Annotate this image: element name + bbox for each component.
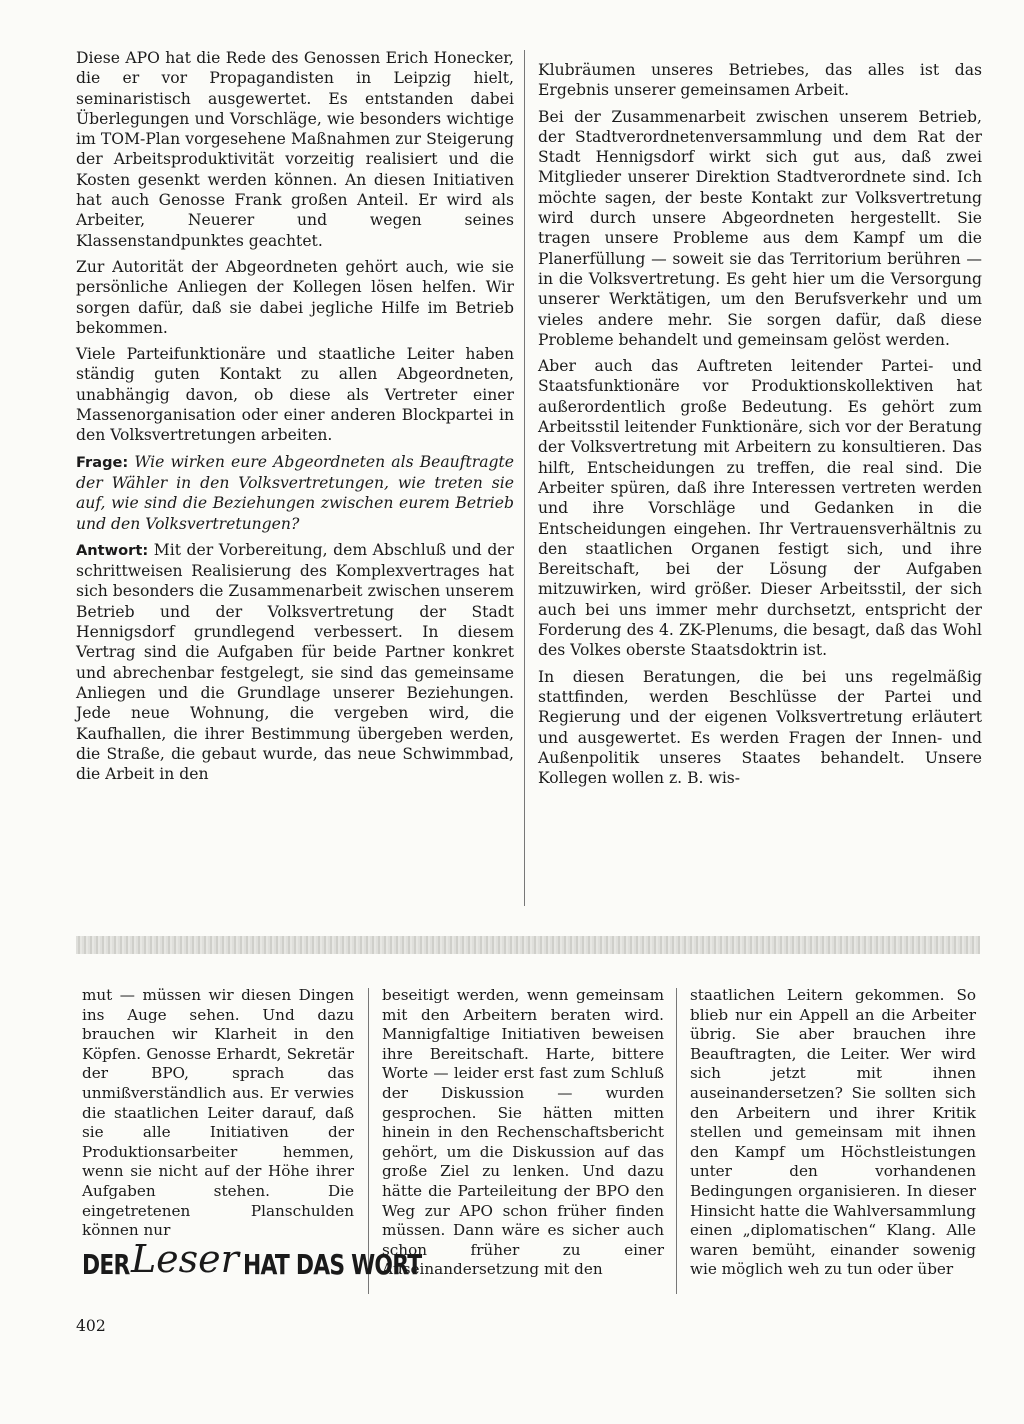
paragraph: Viele Parteifunktionäre und staatliche Leiter haben ständig guten Kontakt zu allen Abgeordneten, unabhängig davon, ob diese als Vertreter einer Massenorganisation oder einer anderen Blockpartei in den Volksvertretungen arbeiten. [76, 345, 514, 445]
question-paragraph [76, 452, 514, 534]
logo-word-hat-das-wort: HAT DAS WORT [242, 1247, 422, 1281]
question-text: Wie wirken eure Abgeordneten als Beauftragte der Wähler in den Volksvertretungen, wie treten sie auf, wie sind die Beziehungen zwischen eurem Betrieb und den Volksvertretungen? [76, 452, 514, 533]
logo-word-der: DER [82, 1247, 130, 1281]
paragraph: mut — müssen wir diesen Dingen ins Auge sehen. Und dazu brauchen wir Klarheit in den Köpfen. Genosse Erhardt, Sekretär der BPO, sprach das unmißverständlich aus. Er verwies die staatlichen Leiter darauf, daß sie alle Initiativen der Produktionsarbeiter hemmen, wenn sie nicht auf der Höhe ihrer Aufgaben stehen. Die eingetretenen Planschulden können nur [82, 986, 354, 1240]
page-number: 402 [76, 1317, 106, 1335]
paragraph: Diese APO hat die Rede des Genossen Erich Honecker, die er vor Propagandisten in Leipzig hielt, seminaristisch ausgewertet. Es entstanden dabei Überlegungen und Vorschläge, wie besonders wichtige im TOM-Plan vorgesehene Maßnahmen zur Steigerung der Arbeitsproduktivität vorzeitig realisiert und die Kosten gesenkt werden können. An diesen Initiativen hat auch Genosse Frank großen Anteil. Er wird als Arbeiter, Neuerer und wegen seines Klassenstandpunktes geachtet. [76, 49, 514, 250]
answer-paragraph [76, 540, 514, 785]
paragraph: In diesen Beratungen, die bei uns regelmäßig stattfinden, werden Beschlüsse der Partei und Regierung und der eigenen Volksvertretung erläutert und ausgewertet. Es werden Fragen der Innen- und Außenpolitik unseres Staates behandelt. Unsere Kollegen wollen z. B. wis- [538, 667, 982, 788]
column-bottom-2 [382, 986, 664, 1280]
answer-label: Antwort: [76, 541, 149, 559]
column-divider [524, 50, 525, 906]
answer-text: Mit der Vorbereitung, dem Abschluß und der schrittweisen Realisierung des Komplexvertrages hat sich besonders die Zusammenarbeit zwischen unserem Betrieb und der Volksvertretung der Stadt Hennigsdorf grundlegend verbessert. In diesem Vertrag sind die Aufgaben für beide Partner konkret und abrechenbar festgelegt, sie sind das gemeinsame Anliegen und die Grundlage unserer Beziehungen. Jede neue Wohnung, die vergeben wird, die Kaufhallen, die ihrer Bestimmung übergeben werden, die Straße, die gebaut wurde, das neue Schwimmbad, die Arbeit in den [76, 540, 514, 784]
column-top-right [538, 60, 982, 794]
paragraph: Zur Autorität der Abgeordneten gehört auch, wie sie persönliche Anliegen der Kollegen lösen helfen. Wir sorgen dafür, daß sie dabei jegliche Hilfe im Betrieb bekommen. [76, 257, 514, 337]
paragraph: beseitigt werden, wenn gemeinsam mit den Arbeitern beraten wird. Mannigfaltige Initiativen beweisen ihre Bereitschaft. Harte, bittere Worte — leider erst fast zum Schluß der Diskussion — wurden gesprochen. Sie hätten mitten hinein in den Rechenschaftsbericht gehört, um die Diskussion auf das große Ziel zu lenken. Und dazu hätte die Parteileitung der BPO den Weg zur APO schon früher finden müssen. Dann wäre es sicher auch schon früher zu einer Auseinandersetzung mit den [382, 986, 664, 1279]
column-bottom-1 [82, 986, 354, 1241]
section-logo-der-leser-hat-das-wort [82, 1235, 422, 1293]
column-top-left [76, 48, 514, 790]
paragraph: Bei der Zusammenarbeit zwischen unserem Betrieb, der Stadtverordnetenversammlung und dem Rat der Stadt Hennigsdorf wirkt sich gut aus, daß zwei Mitglieder unserer Direktion Stadtverordnete sind. Ich möchte sagen, der beste Kontakt zur Volksvertretung wird durch unsere Abgeordneten hergestellt. Sie tragen unsere Probleme aus dem Kampf um die Planerfüllung — soweit sie das Territorium berühren — in die Volksvertretung. Es geht hier um die Versorgung unserer Werktätigen, um den Berufsverkehr und um vieles andere mehr. Sie sorgen dafür, daß diese Probleme behandelt und gemeinsam gelöst werden. [538, 107, 982, 349]
question-label: Frage: [76, 453, 129, 471]
paragraph: Klubräumen unseres Betriebes, das alles ist das Ergebnis unserer gemeinsamen Arbeit. [538, 61, 982, 100]
section-separator-band [76, 936, 980, 954]
paragraph: staatlichen Leitern gekommen. So blieb nur ein Appell an die Arbeiter übrig. Sie aber brauchen ihre Beauftragten, die Leiter. Wer wird sich jetzt mit ihnen auseinandersetzen? Sie sollten sich den Arbeitern und ihrer Kritik stellen und gemeinsam mit ihnen den Kampf um Höchstleistungen unter den vorhandenen Bedingungen organisieren. In dieser Hinsicht hatte die Wahlversammlung einen „diplomatischen“ Klang. Alle waren bemüht, einander sowenig wie möglich weh zu tun oder über [690, 986, 976, 1279]
paragraph: Aber auch das Auftreten leitender Partei- und Staatsfunktionäre vor Produktionskollektiven hat außerordentlich große Bedeutung. Es gehört zum Arbeitsstil leitender Funktionäre, sich vor der Beratung der Volksvertretung mit Arbeitern zu konsultieren. Das hilft, Entscheidungen zu treffen, die real sind. Die Arbeiter spüren, daß ihre Interessen vertreten werden und ihre Vorschläge und Gedanken in die Entscheidungen eingehen. Ihr Vertrauensverhältnis zu den staatlichen Organen festigt sich, und ihre Bereitschaft, bei der Lösung der Aufgaben mitzuwirken, wird größer. Dieser Arbeitsstil, der sich auch bei uns immer mehr durchsetzt, entspricht der Forderung des 4. ZK-Plenums, die besagt, daß das Wohl des Volkes oberste Staatsdoktrin ist. [538, 357, 982, 660]
logo-script-leser: Leser [130, 1237, 239, 1281]
column-bottom-3 [690, 986, 976, 1280]
column-divider [676, 988, 677, 1294]
